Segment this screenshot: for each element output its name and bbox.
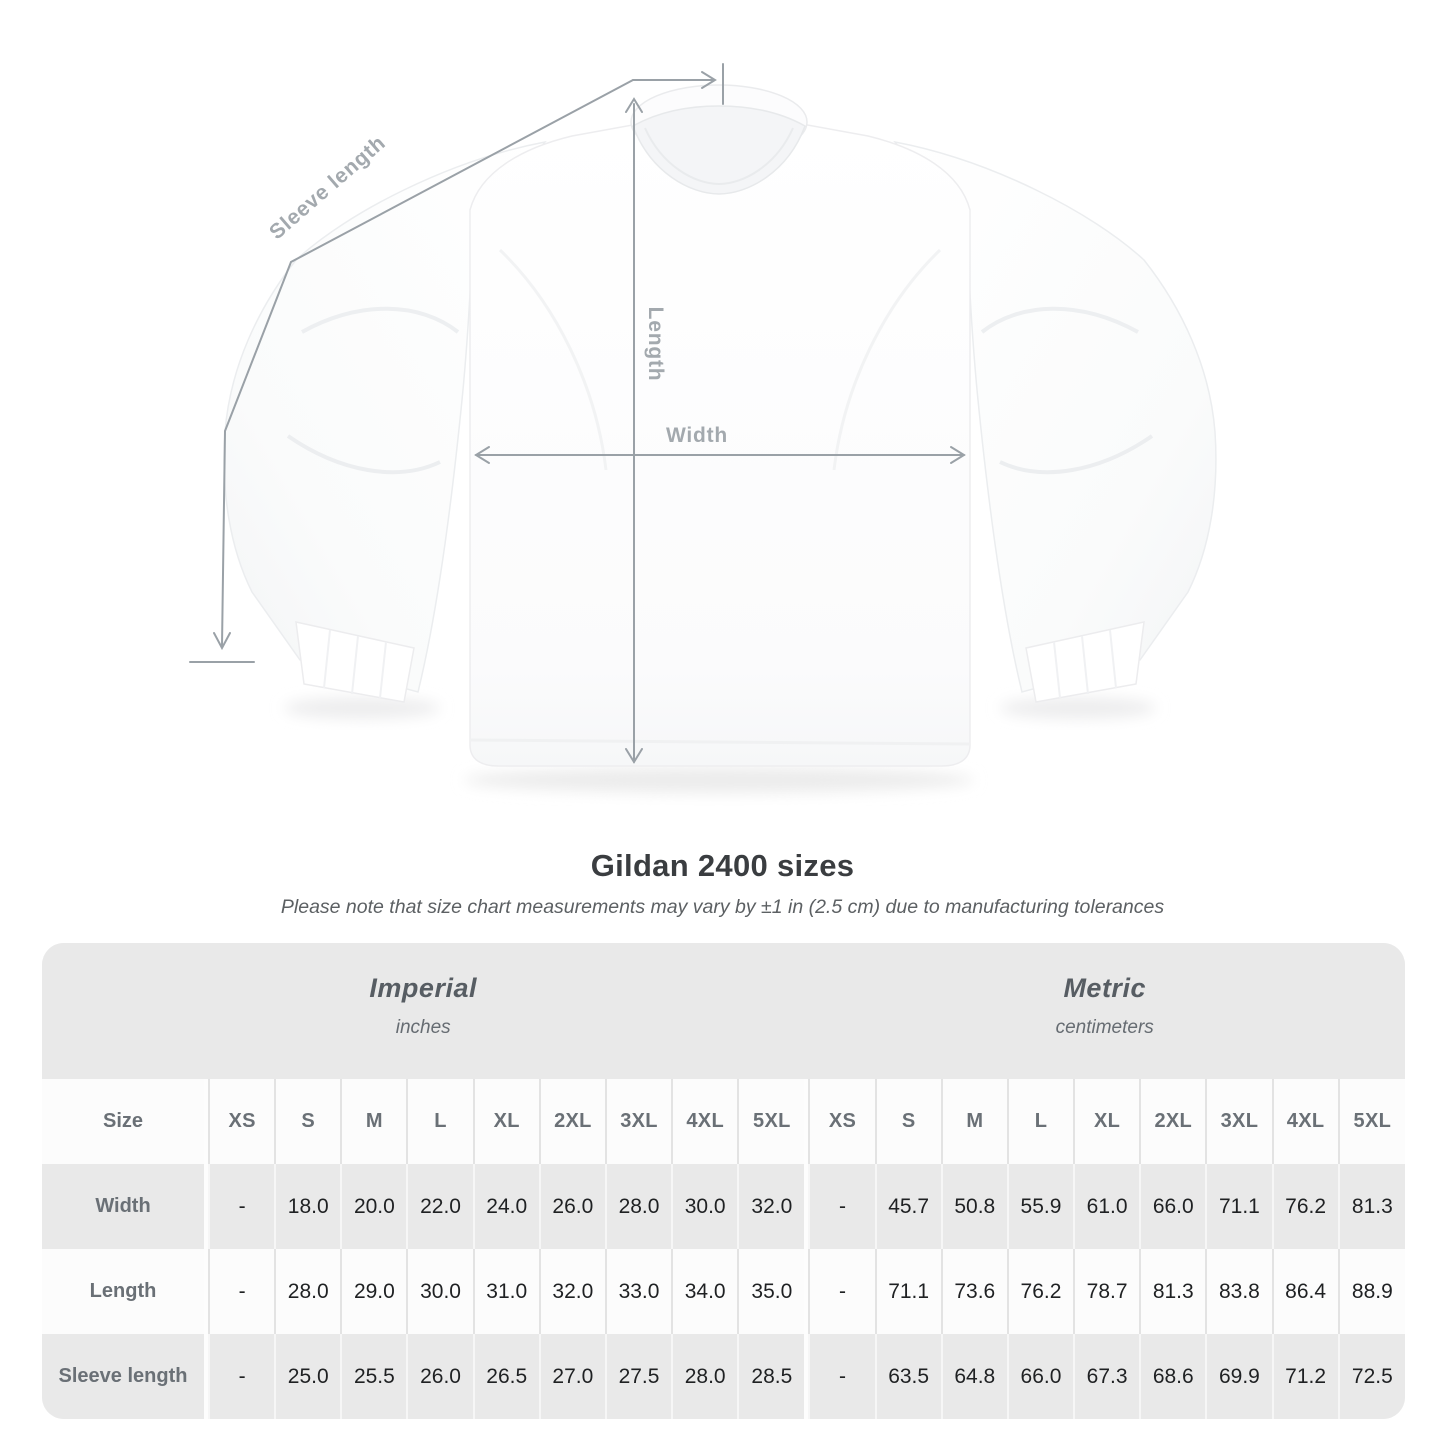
size-header-2xl-imperial: 2XL xyxy=(540,1079,606,1164)
imperial-value-cell: 25.5 xyxy=(341,1334,407,1419)
metric-section-header xyxy=(804,943,1405,1079)
imperial-value-cell: 28.0 xyxy=(672,1334,738,1419)
imperial-value-cell: 34.0 xyxy=(672,1249,738,1334)
imperial-value-cell: 28.0 xyxy=(275,1249,341,1334)
page-title: Gildan 2400 sizes xyxy=(590,848,855,883)
size-header-3xl-imperial: 3XL xyxy=(606,1079,672,1164)
unit-header-row xyxy=(42,943,1405,1079)
metric-value-cell: 50.8 xyxy=(942,1164,1008,1249)
metric-value-cell: 71.1 xyxy=(876,1249,942,1334)
measurement-row xyxy=(42,1334,1405,1419)
imperial-value-cell: 30.0 xyxy=(672,1164,738,1249)
imperial-value-cell: 27.5 xyxy=(606,1334,672,1419)
imperial-value-cell: 26.0 xyxy=(407,1334,473,1419)
size-header-m-metric: M xyxy=(942,1079,1008,1164)
metric-value-cell: 76.2 xyxy=(1008,1249,1074,1334)
metric-label: Metric xyxy=(1063,973,1146,1003)
size-header-2xl-metric: 2XL xyxy=(1140,1079,1206,1164)
metric-value-cell: - xyxy=(809,1249,875,1334)
width-label: Width xyxy=(665,424,729,447)
metric-value-cell: 72.5 xyxy=(1339,1334,1405,1419)
size-header-xs-metric: XS xyxy=(809,1079,875,1164)
imperial-unit: inches xyxy=(395,1017,451,1038)
imperial-section-header xyxy=(42,943,804,1079)
size-header-s-metric: S xyxy=(876,1079,942,1164)
size-header-xs-imperial: XS xyxy=(209,1079,275,1164)
imperial-value-cell: - xyxy=(209,1334,275,1419)
row-label: Length xyxy=(42,1249,204,1334)
size-table xyxy=(42,943,1405,1419)
metric-value-cell: 76.2 xyxy=(1273,1164,1339,1249)
imperial-value-cell: 31.0 xyxy=(474,1249,540,1334)
imperial-value-cell: 32.0 xyxy=(738,1164,804,1249)
size-header-4xl-metric: 4XL xyxy=(1273,1079,1339,1164)
size-header-xl-imperial: XL xyxy=(474,1079,540,1164)
metric-value-cell: 86.4 xyxy=(1273,1249,1339,1334)
metric-value-cell: 73.6 xyxy=(942,1249,1008,1334)
size-header-xl-metric: XL xyxy=(1074,1079,1140,1164)
metric-value-cell: 88.9 xyxy=(1339,1249,1405,1334)
measurement-row xyxy=(42,1249,1405,1334)
imperial-value-cell: - xyxy=(209,1249,275,1334)
imperial-value-cell: 30.0 xyxy=(407,1249,473,1334)
metric-value-cell: 68.6 xyxy=(1140,1334,1206,1419)
metric-value-cell: 66.0 xyxy=(1140,1164,1206,1249)
imperial-value-cell: 32.0 xyxy=(540,1249,606,1334)
length-label: Length xyxy=(644,306,667,382)
size-header-5xl-metric: 5XL xyxy=(1339,1079,1405,1164)
imperial-value-cell: 28.0 xyxy=(606,1164,672,1249)
imperial-value-cell: 18.0 xyxy=(275,1164,341,1249)
size-chart-container xyxy=(42,943,1405,1419)
metric-value-cell: 69.9 xyxy=(1206,1334,1272,1419)
metric-value-cell: 71.1 xyxy=(1206,1164,1272,1249)
page-subtitle: Please note that size chart measurements may vary by ±1 in (2.5 cm) due to manufacturing tolerances xyxy=(280,896,1165,918)
size-header-s-imperial: S xyxy=(275,1079,341,1164)
imperial-value-cell: 28.5 xyxy=(738,1334,804,1419)
metric-value-cell: 71.2 xyxy=(1273,1334,1339,1419)
metric-unit: centimeters xyxy=(1055,1017,1154,1038)
metric-value-cell: 67.3 xyxy=(1074,1334,1140,1419)
row-label: Sleeve length xyxy=(42,1334,204,1419)
measurement-row xyxy=(42,1164,1405,1249)
sleeve-length-label: Sleeve length xyxy=(265,131,391,245)
imperial-value-cell: 20.0 xyxy=(341,1164,407,1249)
size-header-5xl-imperial: 5XL xyxy=(738,1079,804,1164)
imperial-value-cell: 24.0 xyxy=(474,1164,540,1249)
size-header-l-metric: L xyxy=(1008,1079,1074,1164)
size-header-4xl-imperial: 4XL xyxy=(672,1079,738,1164)
size-header-l-imperial: L xyxy=(407,1079,473,1164)
metric-value-cell: 45.7 xyxy=(876,1164,942,1249)
size-column-header: Size xyxy=(42,1079,204,1164)
imperial-value-cell: 25.0 xyxy=(275,1334,341,1419)
metric-value-cell: 81.3 xyxy=(1339,1164,1405,1249)
imperial-value-cell: 29.0 xyxy=(341,1249,407,1334)
imperial-value-cell: 35.0 xyxy=(738,1249,804,1334)
size-header-row xyxy=(42,1079,1405,1164)
metric-value-cell: 55.9 xyxy=(1008,1164,1074,1249)
imperial-value-cell: 26.0 xyxy=(540,1164,606,1249)
metric-value-cell: 61.0 xyxy=(1074,1164,1140,1249)
metric-value-cell: - xyxy=(809,1164,875,1249)
imperial-value-cell: 27.0 xyxy=(540,1334,606,1419)
imperial-value-cell: 26.5 xyxy=(474,1334,540,1419)
metric-value-cell: 63.5 xyxy=(876,1334,942,1419)
row-label: Width xyxy=(42,1164,204,1249)
metric-value-cell: - xyxy=(809,1334,875,1419)
imperial-value-cell: 22.0 xyxy=(407,1164,473,1249)
imperial-value-cell: - xyxy=(209,1164,275,1249)
metric-value-cell: 83.8 xyxy=(1206,1249,1272,1334)
imperial-value-cell: 33.0 xyxy=(606,1249,672,1334)
size-header-m-imperial: M xyxy=(341,1079,407,1164)
metric-value-cell: 81.3 xyxy=(1140,1249,1206,1334)
metric-value-cell: 78.7 xyxy=(1074,1249,1140,1334)
imperial-label: Imperial xyxy=(369,973,477,1003)
metric-value-cell: 64.8 xyxy=(942,1334,1008,1419)
metric-value-cell: 66.0 xyxy=(1008,1334,1074,1419)
size-header-3xl-metric: 3XL xyxy=(1206,1079,1272,1164)
